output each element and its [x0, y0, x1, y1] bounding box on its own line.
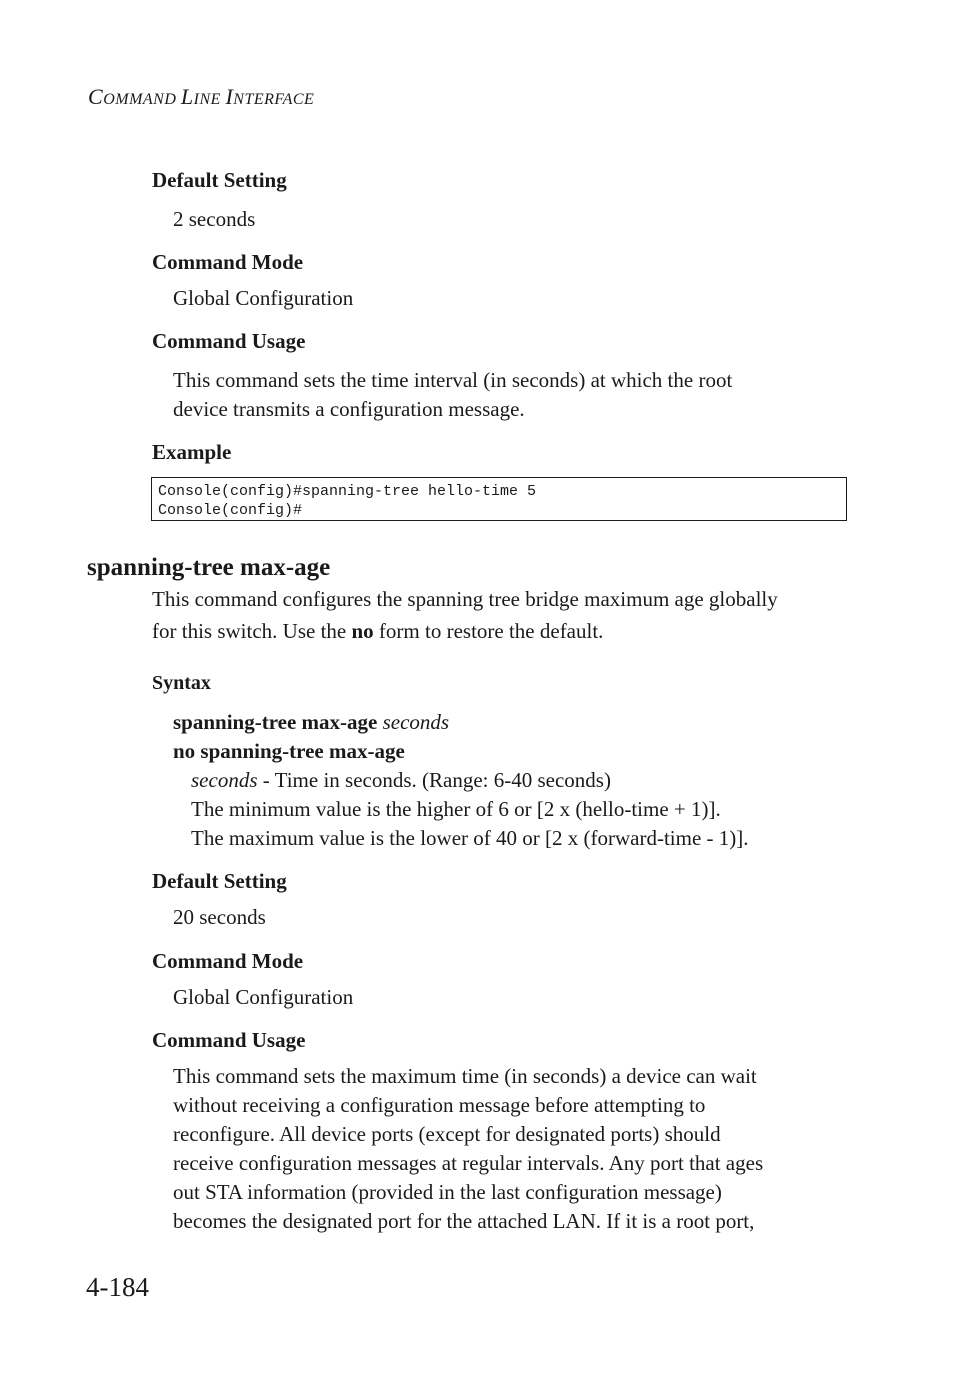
running-head-smallcaps-interface: NTERFACE [233, 91, 315, 108]
section-title: spanning-tree max-age [87, 554, 331, 581]
usage-line: out STA information (provided in the last configuration message) [173, 1180, 722, 1204]
command-usage-heading: Command Usage [152, 329, 306, 353]
param-min: The minimum value is the higher of 6 or [2 x (hello-time + 1)]. [191, 797, 721, 821]
example-heading: Example [152, 440, 232, 464]
running-head-smallcaps-line: INE [193, 91, 226, 108]
usage-line: This command sets the maximum time (in seconds) a device can wait [173, 1064, 757, 1088]
param-max: The maximum value is the lower of 40 or [2 x (forward-time - 1)]. [191, 826, 749, 850]
command-usage-heading: Command Usage [152, 1028, 306, 1052]
param-description [191, 768, 611, 793]
running-head-initial-c: C [88, 84, 104, 109]
intro-text: form to restore the default. [373, 619, 604, 643]
param-desc: - Time in seconds. (Range: 6-40 seconds) [257, 768, 611, 792]
command-mode-heading: Command Mode [152, 250, 304, 274]
default-setting-heading: Default Setting [152, 869, 287, 893]
syntax-command-keyword: spanning-tree max-age [173, 710, 378, 734]
usage-line: receive configuration messages at regular intervals. Any port that ages [173, 1151, 764, 1175]
default-setting-value: 2 seconds [173, 207, 256, 231]
usage-line: without receiving a configuration message before attempting to [173, 1093, 706, 1117]
intro-line [152, 619, 603, 644]
intro-keyword-no: no [351, 619, 374, 643]
syntax-heading: Syntax [152, 672, 211, 694]
param-name: seconds [191, 768, 258, 792]
command-usage-line: device transmits a configuration message. [173, 397, 525, 421]
command-mode-value: Global Configuration [173, 985, 354, 1009]
running-head-smallcaps-command: OMMAND [103, 91, 181, 108]
intro-line: This command configures the spanning tree bridge maximum age globally [152, 587, 778, 611]
usage-line: becomes the designated port for the attached LAN. If it is a root port, [173, 1209, 755, 1233]
command-mode-value: Global Configuration [173, 286, 354, 310]
running-head-initial-l: L [180, 84, 194, 109]
running-head [88, 84, 314, 110]
page-number: 4-184 [86, 1272, 149, 1302]
syntax-command [173, 710, 449, 735]
example-code-block: Console(config)#spanning-tree hello-time 5 Console(config)# [151, 477, 847, 521]
default-setting-heading: Default Setting [152, 168, 287, 192]
syntax-no-command: no spanning-tree max-age [173, 739, 405, 763]
command-mode-heading: Command Mode [152, 949, 304, 973]
running-head-initial-i: I [225, 84, 234, 109]
default-setting-value: 20 seconds [173, 905, 266, 929]
command-usage-line: This command sets the time interval (in seconds) at which the root [173, 368, 733, 392]
intro-text: for this switch. Use the [152, 619, 352, 643]
syntax-command-param: seconds [382, 710, 450, 734]
usage-line: reconfigure. All device ports (except for designated ports) should [173, 1122, 721, 1146]
